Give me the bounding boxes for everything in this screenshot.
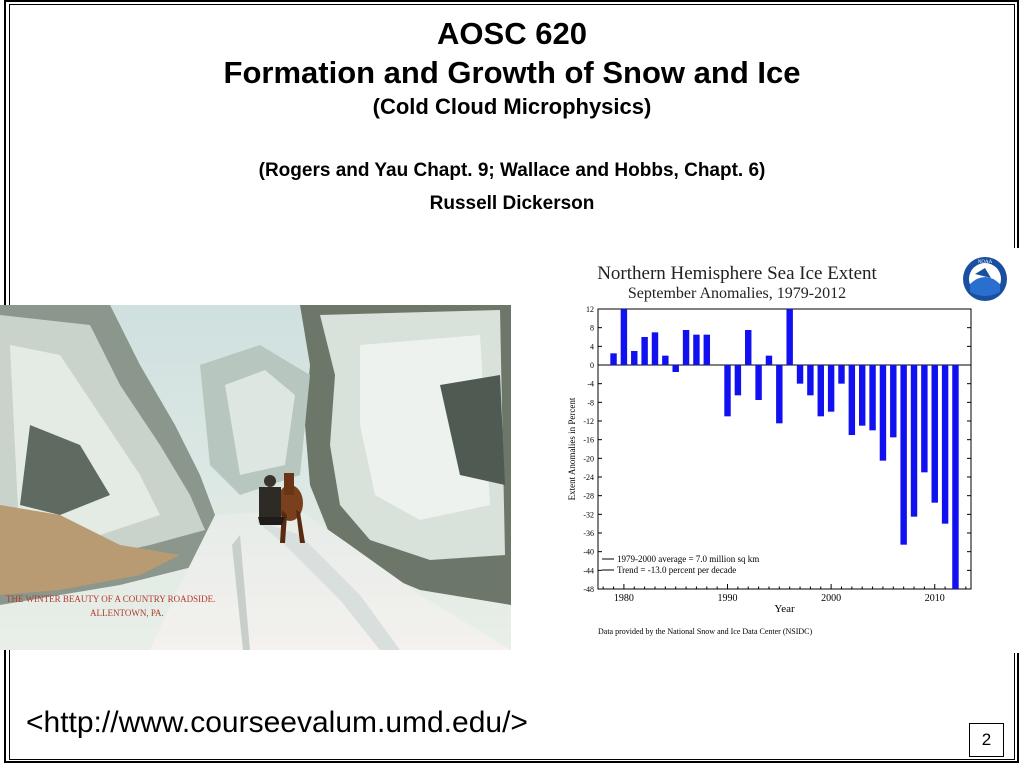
bar-2001 xyxy=(838,365,844,384)
x-tick-label: 1990 xyxy=(717,593,738,604)
author-name: Russell Dickerson xyxy=(429,193,595,214)
x-tick-label: 2000 xyxy=(821,593,842,604)
bar-1980 xyxy=(621,309,627,365)
bar-2012 xyxy=(952,365,958,589)
x-axis-label: Year xyxy=(774,603,795,615)
winter-roadside-photo xyxy=(0,305,511,650)
title-block xyxy=(0,14,1024,122)
y-tick-label: -20 xyxy=(583,454,594,464)
page-number: 2 xyxy=(969,723,1004,757)
bar-2011 xyxy=(942,365,948,524)
bar-1993 xyxy=(755,365,761,400)
y-tick-label: 8 xyxy=(590,323,594,333)
bar-2000 xyxy=(828,365,834,412)
y-tick-label: -44 xyxy=(583,566,594,576)
bar-2008 xyxy=(911,365,917,517)
photo-caption-line1: THE WINTER BEAUTY OF A COUNTRY ROADSIDE. xyxy=(6,594,216,604)
slide-subtitle: (Cold Cloud Microphysics) xyxy=(372,94,652,119)
source-note: Data provided by the National Snow and Ice Data Center (NSIDC) xyxy=(598,627,813,636)
photo-illustration xyxy=(0,305,511,650)
bar-2006 xyxy=(890,365,896,437)
y-tick-label: 0 xyxy=(590,361,594,370)
y-tick-label: 12 xyxy=(586,305,594,314)
x-tick-label: 1980 xyxy=(613,593,634,604)
legend-average: 1979-2000 average = 7.0 million sq km xyxy=(617,554,760,564)
bar-1986 xyxy=(683,330,689,365)
chart-svg xyxy=(541,248,1024,653)
bar-2002 xyxy=(849,365,855,435)
y-tick-label: -40 xyxy=(583,547,594,557)
bar-1992 xyxy=(745,330,751,365)
y-tick-label: -8 xyxy=(587,398,594,408)
y-tick-label: -16 xyxy=(583,435,594,445)
bar-1996 xyxy=(786,309,792,365)
y-tick-label: -4 xyxy=(587,379,594,389)
bar-1985 xyxy=(672,365,678,372)
y-tick-label: -28 xyxy=(583,491,594,501)
bar-1987 xyxy=(693,335,699,365)
bar-1979 xyxy=(610,353,616,365)
bar-1988 xyxy=(704,335,710,365)
course-title: AOSC 620 xyxy=(437,16,587,51)
bar-1997 xyxy=(797,365,803,384)
bar-1994 xyxy=(766,356,772,365)
slide-title: Formation and Growth of Snow and Ice xyxy=(223,55,801,90)
bar-1999 xyxy=(818,365,824,416)
photo-caption-line2: ALLENTOWN, PA. xyxy=(90,608,164,618)
x-tick-label: 2010 xyxy=(924,593,945,604)
bar-1982 xyxy=(641,337,647,365)
bar-1990 xyxy=(724,365,730,416)
y-axis-label: Extent Anomalies in Percent xyxy=(567,397,577,501)
course-eval-link[interactable]: <http://www.courseevalum.umd.edu/> xyxy=(26,706,528,739)
bar-2007 xyxy=(900,365,906,545)
bar-2005 xyxy=(880,365,886,461)
reference-line: (Rogers and Yau Chapt. 9; Wallace and Hobbs, Chapt. 6) xyxy=(258,160,766,181)
bar-1983 xyxy=(652,332,658,365)
y-tick-label: -48 xyxy=(583,585,594,594)
bar-1995 xyxy=(776,365,782,423)
bar-2010 xyxy=(932,365,938,503)
y-tick-label: -12 xyxy=(583,417,594,426)
bar-1998 xyxy=(807,365,813,395)
y-tick-label: -24 xyxy=(583,473,594,482)
bar-1991 xyxy=(735,365,741,395)
bar-2003 xyxy=(859,365,865,426)
bar-1981 xyxy=(631,351,637,365)
y-tick-label: 4 xyxy=(590,342,594,352)
bar-1984 xyxy=(662,356,668,365)
logo-text: NOAA xyxy=(977,260,993,265)
sea-ice-chart xyxy=(541,248,1024,653)
y-tick-label: -32 xyxy=(583,510,594,520)
bar-2004 xyxy=(869,365,875,430)
legend-trend: Trend = -13.0 percent per decade xyxy=(617,565,737,575)
y-tick-label: -36 xyxy=(583,529,594,538)
chart-subtitle: September Anomalies, 1979-2012 xyxy=(627,285,847,302)
bar-2009 xyxy=(921,365,927,472)
chart-title: Northern Hemisphere Sea Ice Extent xyxy=(597,263,877,284)
